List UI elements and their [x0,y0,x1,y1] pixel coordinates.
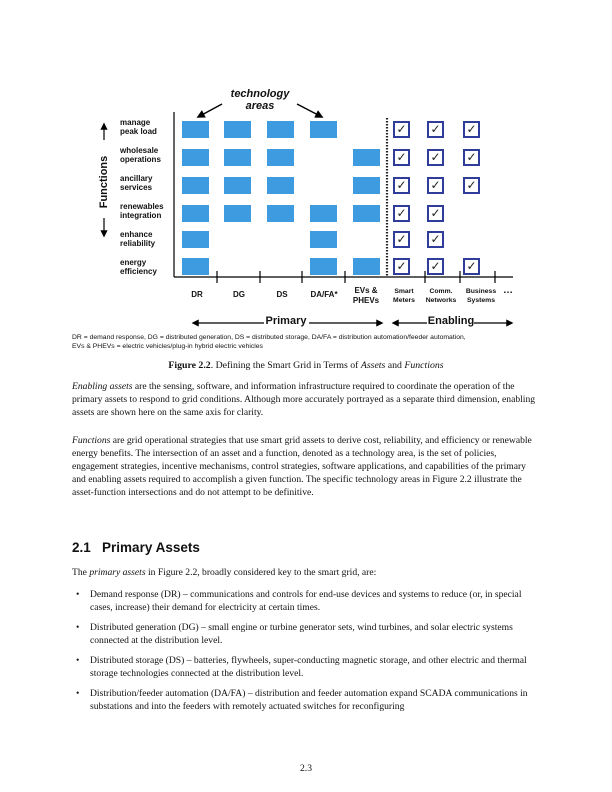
primary-cells [182,121,380,275]
technology-area-cell [310,231,337,248]
list-item [72,687,542,713]
checkbox-checked-icon: ✓ [427,258,444,275]
bullet-icon: • [76,622,80,633]
technology-area-cell [224,149,251,166]
function-label: renewables integration [120,202,164,220]
section-heading [72,540,200,555]
technology-area-cell [182,121,209,138]
list-item-text: Distributed generation (DG) – small engine or turbine generator sets, wind turbines, and solar electric systems connected at the distribution level. [90,622,513,646]
checkbox-checked-icon: ✓ [427,205,444,222]
asset-label-dr: DR [191,290,203,299]
technology-area-cell [310,258,337,275]
section-number: 2.1 [72,540,91,555]
paragraph-functions [72,434,540,499]
enabling-group-label: Enabling [427,315,475,327]
checkbox-checked-icon: ✓ [393,121,410,138]
function-label: manage peak load [120,118,157,136]
checkbox-checked-icon: ✓ [393,231,410,248]
technology-areas-label: technology areas [230,88,290,112]
technology-area-cell [353,177,380,194]
technology-area-cell [353,258,380,275]
checkbox-checked-icon: ✓ [463,149,480,166]
asset-label-smart-meters: Smart Meters [393,288,415,304]
caption-text: . Defining the Smart Grid in Terms of [210,360,361,371]
paragraph-text: are the sensing, software, and information infrastructure required to coordinate the operation of the primary assets to respond to grid conditions. Although more accurately portrayed as a separate third dimension, enabling assets are shown here on the same axis for clarity. [72,381,536,418]
asset-label-evs: EVs & PHEVs [352,286,380,305]
technology-area-cell [182,258,209,275]
paragraph-text: are grid operational strategies that use smart grid assets to derive cost, reliability, and efficiency or renewable energy benefits. The intersection of an asset and a function, denoted as a technology area, is the set of policies, engagement strategies, incentive mechanisms, control strategies, software applications, and capabilities of the primary and enabling assets required to accomplish a given function. The specific technology areas in Figure 2.2 illustrate the asset-function intersections and do not attempt to be definitive. [72,435,532,498]
asset-label-business-systems: Business Systems [465,288,497,304]
bullet-icon: • [76,589,80,600]
checkbox-checked-icon: ✓ [463,121,480,138]
page-number: 2.3 [300,763,312,774]
technology-area-cell [182,149,209,166]
caption-label: Figure 2.2 [168,360,211,371]
asset-label-dg: DG [233,290,245,299]
asset-label-ds: DS [276,290,288,299]
technology-area-cell [267,205,294,222]
figure-caption [72,360,540,371]
figure-graphics [0,0,612,360]
checkbox-checked-icon: ✓ [427,121,444,138]
technology-area-cell [267,177,294,194]
technology-area-cell [182,231,209,248]
paragraph-text: The [72,567,90,578]
caption-assets: Assets [360,360,386,371]
technology-area-cell [353,149,380,166]
checkbox-checked-icon: ✓ [463,177,480,194]
paragraph-enabling-assets [72,380,540,419]
function-label: enhance reliability [120,230,156,248]
list-item [72,621,542,647]
caption-functions: Functions [404,360,444,371]
asset-label-da-fa: DA/FA* [310,290,338,299]
checkbox-checked-icon: ✓ [393,205,410,222]
bullet-icon: • [76,688,80,699]
technology-area-cell [224,121,251,138]
checkbox-checked-icon: ✓ [427,149,444,166]
term-enabling-assets: Enabling assets [72,381,133,392]
term-functions: Functions [72,435,111,446]
paragraph-text: in Figure 2.2, broadly considered key to the smart grid, are: [145,567,377,578]
technology-area-cell [310,121,337,138]
caption-text: and [385,360,405,371]
checkbox-checked-icon: ✓ [427,231,444,248]
term-primary-assets: primary assets [89,567,146,578]
checkbox-checked-icon: ✓ [393,258,410,275]
figure-legend [72,333,542,351]
primary-assets-list [72,588,542,720]
more-assets-ellipsis: … [503,285,513,296]
checkbox-checked-icon: ✓ [393,177,410,194]
technology-area-cell [267,121,294,138]
functions-axis-label: Functions [98,155,110,209]
list-item-text: Distributed storage (DS) – batteries, flywheels, super-conducting magnetic storage, and other electric and thermal storage technologies connected at the distribution level. [90,655,527,679]
technology-area-cell [267,149,294,166]
technology-areas-arrow-left [198,104,222,117]
technology-area-cell [182,205,209,222]
function-label: energy efficiency [120,258,157,276]
function-label: wholesale operations [120,146,161,164]
legend-line: DR = demand response, DG = distributed generation, DS = distributed storage, DA/FA = distribution automation/feeder automation, [72,334,466,341]
asset-label-comm-networks: Comm. Networks [425,288,457,304]
list-item [72,588,542,614]
technology-area-cell [310,205,337,222]
technology-areas-arrow-right [297,104,322,117]
bullet-icon: • [76,655,80,666]
list-item-text: Distribution/feeder automation (DA/FA) – distribution and feeder automation expand SCADA communications in substations and into the feeders with remotely actuated switches for reconfiguring [90,688,528,712]
checkbox-checked-icon: ✓ [463,258,480,275]
checkbox-checked-icon: ✓ [427,177,444,194]
technology-area-cell [353,205,380,222]
technology-area-cell [224,205,251,222]
section-title: Primary Assets [102,540,200,555]
technology-area-cell [182,177,209,194]
list-item [72,654,542,680]
legend-line: EVs & PHEVs = electric vehicles/plug-in hybrid electric vehicles [72,343,263,350]
technology-area-cell [224,177,251,194]
function-label: ancillary services [120,174,153,192]
figure-2-2 [0,0,612,360]
list-item-text: Demand response (DR) – communications and controls for end-use devices and systems to reduce (or, in special cases, increase) their demand for electricity at certain times. [90,589,522,613]
primary-group-label: Primary [265,315,307,327]
checkbox-checked-icon: ✓ [393,149,410,166]
paragraph-primary-assets-intro [72,566,540,579]
